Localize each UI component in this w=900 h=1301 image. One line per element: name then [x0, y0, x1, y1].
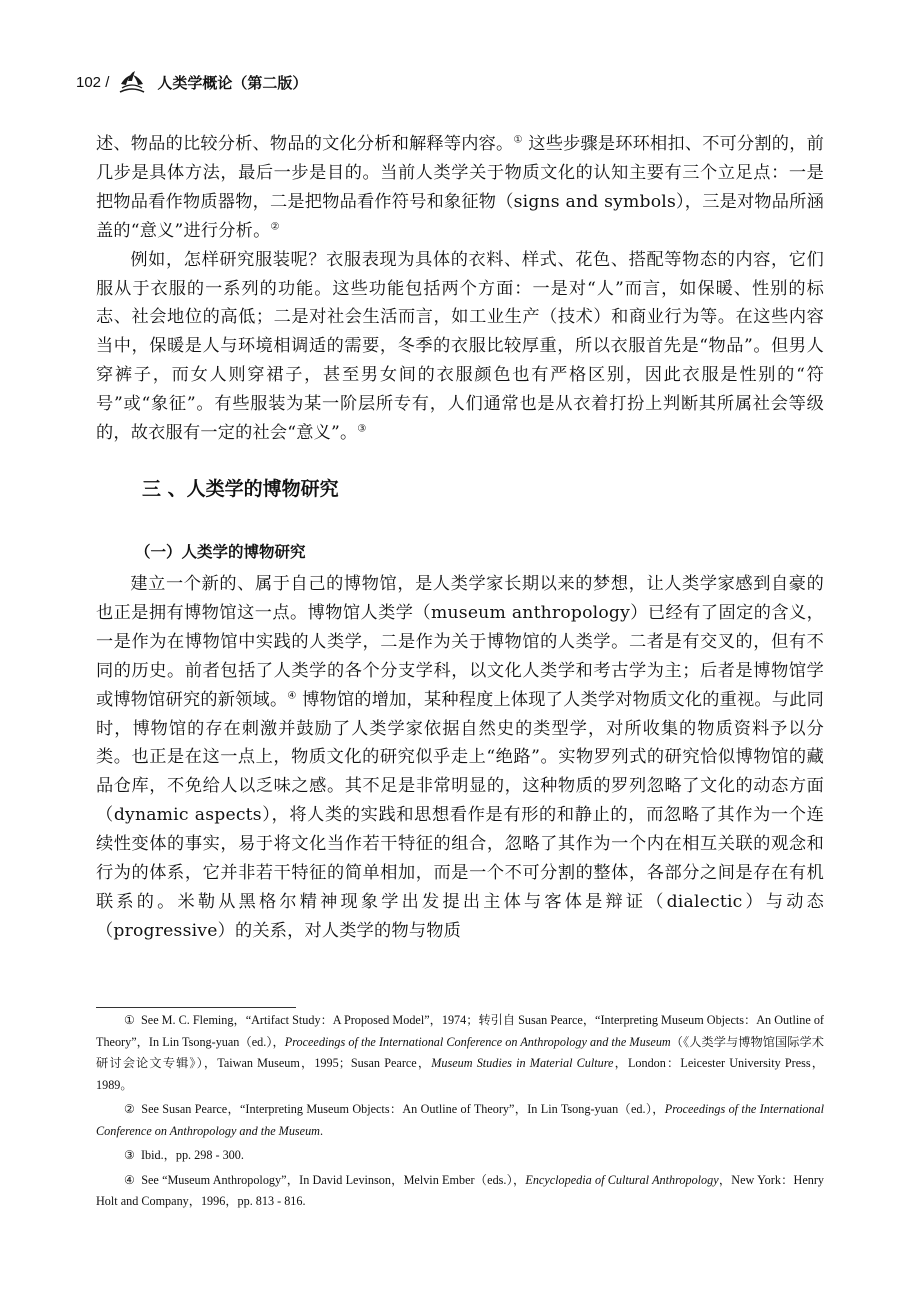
- text-run: 这些步骤是环环相扣、不可分割的，前几步是具体方法，最后一步是目的。当前人类学关于物质文化的认知主要有三个立足点：一是把物品看作物质器物，二是把物品看作符号和象征物（signs and symbols），三是对物品所涵盖的“意义”进行分析。: [96, 134, 824, 241]
- footnote-3: [96, 1145, 824, 1167]
- text-run: ，New York：Henry Holt and Company，1996，pp. 813 - 816.: [96, 1172, 825, 1208]
- footnote-mark: ④: [124, 1172, 136, 1187]
- paragraph: [96, 570, 824, 946]
- footnotes: [96, 1010, 824, 1216]
- book-title: Museum Studies in Material Culture: [431, 1056, 614, 1070]
- book-title: Encyclopedia of Cultural Anthropology: [525, 1172, 719, 1187]
- text-run: （《人类学与博物馆国际学术研讨会论文专辑》），Taiwan Museum，1995；Susan Pearce，: [96, 1034, 824, 1070]
- running-head: [76, 62, 307, 102]
- text-run: 述、物品的比较分析、物品的文化分析和解释等内容。: [96, 134, 514, 154]
- body-text-block-1: [96, 130, 824, 448]
- footnote-ref[interactable]: ③: [357, 423, 367, 435]
- text-run: See “Museum Anthropology”，In David Levinson，Melvin Ember（eds.），: [141, 1172, 526, 1187]
- page-number: 102 /: [76, 73, 110, 91]
- section-heading: 三 、人类学的博物研究: [142, 478, 339, 500]
- text-run: 建立一个新的、属于自己的博物馆，是人类学家长期以来的梦想，让人类学家感到自豪的也正是拥有博物馆这一点。博物馆人类学（museum anthropology）已经有了固定的含义，一是作为在博物馆中实践的人类学，二是作为关于博物馆的人类学。二者是有交叉的，但有不同的历史。前者包括了人类学的各个分支学科，以文化人类学和考古学为主；后者是博物馆学或博物馆研究的新领域。: [96, 574, 824, 710]
- text-run: .: [319, 1123, 324, 1138]
- footnote-ref[interactable]: ②: [270, 220, 280, 232]
- book-title: Proceedings of the International Conference on Anthropology and the Museum: [284, 1034, 671, 1049]
- text-run: See M. C. Fleming，“Artifact Study：A Proposed Model”，1974；转引自 Susan Pearce，“Interpreting Museum Objects：An Outline of Theory”，In Lin Tsong-yuan（ed.），: [96, 1013, 824, 1049]
- footnote-mark: ①: [124, 1013, 135, 1027]
- paragraph: [96, 130, 824, 246]
- text-run: 例如，怎样研究服装呢？衣服表现为具体的衣料、样式、花色、搭配等物态的内容，它们服从于衣服的一系列的功能。这些功能包括两个方面：一是对“人”而言，如保暖、性别的标志、社会地位的高低；二是对社会生活而言，如工业生产（技术）和商业行为等。在这些内容当中，保暖是人与环境相调适的需要，冬季的衣服比较厚重，所以衣服首先是“物品”。但男人穿裤子，而女人则穿裙子，甚至男女间的衣服颜色也有严格区别，因此衣服是性别的“符号”或“象征”。有些服装为某一阶层所专有，人们通常也是从衣着打扮上判断其所属社会等级的，故衣服有一定的社会“意义”。: [96, 249, 824, 444]
- body-text-block-2: [96, 570, 824, 946]
- text-run: Ibid.，pp. 298 - 300.: [140, 1148, 244, 1162]
- text-run: ，London：Leicester University Press，1989。: [96, 1056, 824, 1092]
- laurel-21-logo-icon: [117, 68, 147, 96]
- text-run: 博物馆的增加，某种程度上体现了人类学对物质文化的重视。与此同时，博物馆的存在刺激并鼓励了人类学家依据自然史的类型学，对所收集的物质资料予以分类。也正是在这一点上，物质文化的研究似乎走上“绝路”。实物罗列式的研究恰似博物馆的藏品仓库，不免给人以乏味之感。其不足是非常明显的，这种物质的罗列忽略了文化的动态方面（dynamic aspects），将人类的实践和思想看作是有形的和静止的，而忽略了其作为一个连续性变体的事实，易于将文化当作若干特征的组合，忽略了其作为一个内在相互关联的观念和行为的体系，它并非若干特征的简单相加，而是一个不可分割的整体，各部分之间是存在有机联系的。米勒从黑格尔精神现象学出发提出主体与客体是辩证（dialectic）与动态（progressive）的关系，对人类学的物与物质: [96, 689, 824, 941]
- subsection-heading: （一）人类学的博物研究: [135, 543, 306, 561]
- footnote-mark: ③: [124, 1148, 135, 1162]
- footnote-1: [96, 1010, 824, 1096]
- footnote-divider: [96, 1007, 296, 1008]
- book-title: Proceedings of the International Conference on Anthropology and the Museum: [96, 1102, 824, 1138]
- running-title: 人类学概论（第二版）: [157, 73, 308, 92]
- footnote-mark: ②: [124, 1102, 136, 1116]
- text-run: See Susan Pearce，“Interpreting Museum Objects：An Outline of Theory”，In Lin Tsong-yuan（ed.），: [141, 1102, 665, 1116]
- paragraph: [96, 246, 824, 448]
- footnote-4: [96, 1170, 824, 1213]
- footnote-ref[interactable]: ④: [287, 689, 297, 701]
- footnote-ref[interactable]: ①: [513, 134, 523, 146]
- footnote-2: [96, 1099, 824, 1142]
